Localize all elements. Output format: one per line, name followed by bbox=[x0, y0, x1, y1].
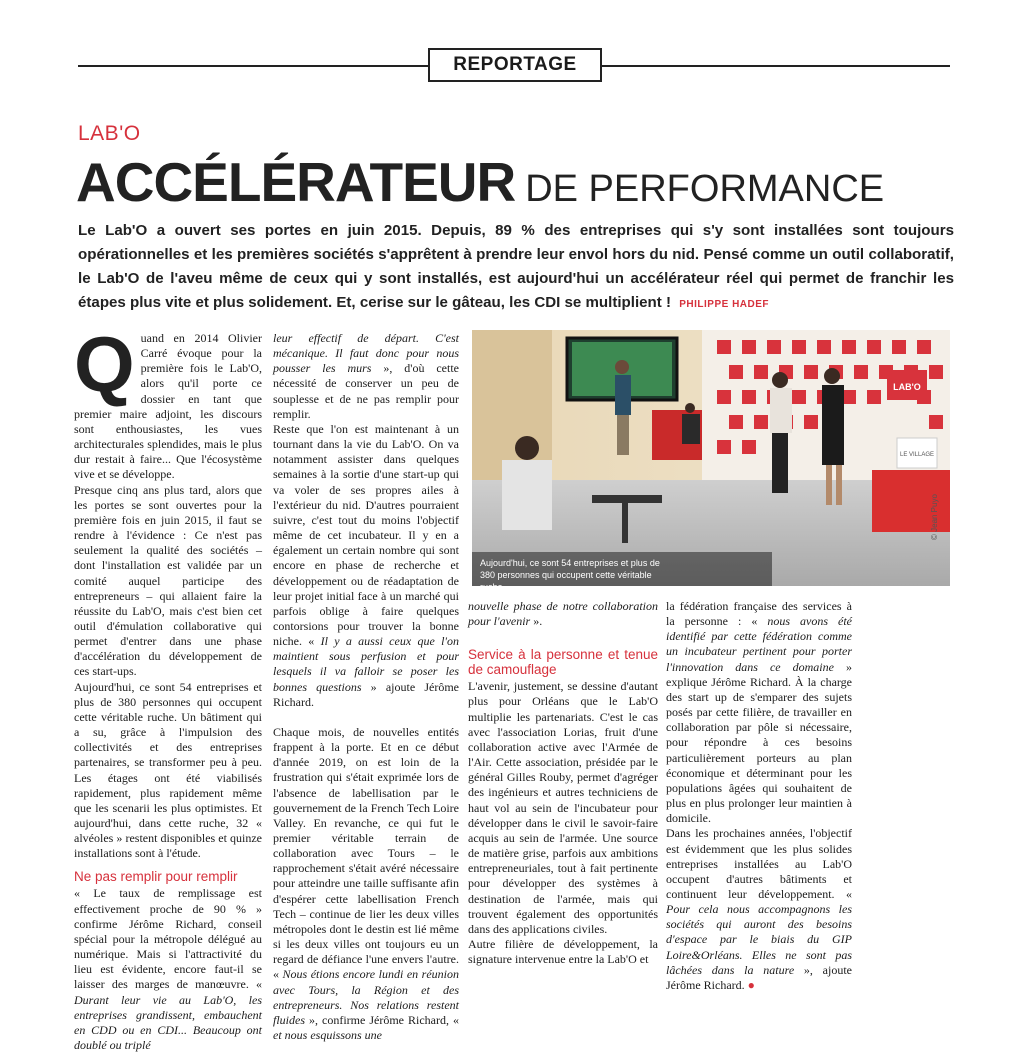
paragraph-text: », d'où cette nécessité de conserver un peu de souplesse et de ne pas remplir pour remplir. bbox=[273, 361, 460, 421]
quote-text: nous avons été identifié par cette fédération comme un incubateur pertinent pour porter l'innovation dans ce domaine bbox=[666, 614, 853, 674]
coworking-space-photo bbox=[472, 330, 950, 586]
paragraph-text: Chaque mois, de nouvelles entités frappent à la porte. Et en ce début d'année 2019, on est loin de la frustration qui s'était exprimée lors de l'absence de labellisation par le gouvernement de la French Tech Loire Valley. En revanche, ce qui fut le premier véritable terrain de collaboration avec Tours – le rapprochement s'était avéré nécessaire pour atteindre une taille suffisante afin d'espérer cette labellisation French Tech – continue de lier les deux villes métropoles dont le destin est lié même si les deux villes ont toujours eu un regard de défiance l'une envers l'autre. « bbox=[273, 724, 459, 982]
paragraph-text: uand en 2014 Olivier Carré évoque pour la première fois le Lab'O, alors qu'il porte ce dossier en tant que premier maire adjoint, les discours sont enthousiastes, les vues architecturales splendides, mais le plus dur restait à faire... Que l'écosystème vive et se développe. bbox=[74, 331, 262, 482]
paragraph-text: « Le taux de remplissage est effectivement proche de 90 % » confirme Jérôme Richard, conseil spécial pour la métropole délégué au numérique. Mais si l'attractivité du lieu est évidente, encore faut-il se laisser des marges de manœuvre. « bbox=[74, 886, 262, 992]
article-column-4 bbox=[666, 599, 852, 993]
paragraph bbox=[273, 725, 459, 1043]
quote-text: et nous esquissons une bbox=[273, 1028, 382, 1043]
quote-text: Durant leur vie au Lab'O, les entreprises grandissent, embauchent en CDD ou en CDI... Beaucoup ont doublé ou triplé bbox=[74, 992, 262, 1053]
article-column-2 bbox=[273, 331, 459, 1043]
paragraph-text: ». bbox=[530, 614, 543, 629]
drop-cap: Q bbox=[74, 320, 135, 408]
paragraph bbox=[666, 599, 852, 826]
lab-o-sign-text: LAB'O bbox=[893, 382, 921, 392]
paragraph bbox=[468, 599, 658, 629]
article-column-3 bbox=[468, 599, 658, 967]
quote-text: Nous étions encore lundi en réunion avec Tours, la Région et des entrepreneurs. Nos relations restent fluides bbox=[273, 967, 460, 1027]
headline bbox=[76, 150, 884, 214]
quote-text: nouvelle phase de notre collaboration pour l'avenir bbox=[468, 599, 658, 629]
kicker: LAB'O bbox=[78, 122, 141, 145]
paragraph bbox=[74, 886, 262, 1053]
header-rule-left bbox=[78, 65, 430, 67]
header-rule-right bbox=[602, 65, 950, 67]
author-byline: PHILIPPE HADEF bbox=[679, 299, 770, 310]
paragraph-text: Dans les prochaines années, l'objectif est évidemment que les plus solides entreprises installées au Lab'O occupent d'autres bâtiments et continuent leur développement. « bbox=[666, 826, 852, 901]
article-photo bbox=[472, 330, 950, 586]
end-mark: ● bbox=[747, 977, 755, 992]
paragraph-text: » explique Jérôme Richard. À la charge des start up de s'emparer des sujets posés par cette filière, de travailler en collaboration par pôle si nécessaire, pour répondre à ces besoins particulièrement porteurs au plan économique et déterminant pour les populations âgées qui souhaitent de plus en plus prolonger leur maintien à domicile. bbox=[666, 659, 852, 826]
paragraph: Aujourd'hui, ce sont 54 entreprises et plus de 380 personnes qui occupent cette véritable ruche. Un bâtiment qui a su, grâce à l'impulsion des collectivités et des entreprises partenaires, se transformer peu à peu. Les étages ont été viabilisés rapidement, plus rapidement même que les scenarii les plus optimistes. Et aujourd'hui, dans cette ruche, 32 « alvéoles » restent disponibles et quinze installations sont à l'étude. bbox=[74, 679, 262, 861]
photo-caption: Aujourd'hui, ce sont 54 entreprises et plus de 380 personnes qui occupent cette véritable ruche. bbox=[480, 558, 660, 592]
paragraph-text: la fédération française des services à la personne : « bbox=[666, 599, 852, 629]
quote-text: Il y a aussi ceux que l'on maintient sous perfusion et pour lesquels il va falloir se poser les bonnes questions bbox=[273, 634, 459, 694]
table bbox=[592, 495, 662, 503]
subheading: Ne pas remplir pour remplir bbox=[74, 869, 238, 885]
photo-credit: © Jean Puyo bbox=[930, 494, 939, 540]
article-column-1 bbox=[74, 320, 262, 1053]
paragraph: Presque cinq ans plus tard, alors que les portes se sont ouvertes pour la première fois en juin 2015, il faut se rendre à l'évidence : Ce n'est pas seulement la qualité des sociétés – dont l'installation est validée par un comité auquel participe des entrepreneurs – qui allaient faire la réussite du Lab'O, mais c'est bien cet outil d'émulation collaborative qui permet d'entrer dans une phase d'accélération du développement de ces start-ups. bbox=[74, 482, 262, 679]
paragraph: Autre filière de développement, la signature intervenue entre la Lab'O et bbox=[468, 936, 658, 967]
section-badge: REPORTAGE bbox=[428, 48, 602, 82]
paragraph bbox=[273, 331, 459, 422]
village-sign-text: LE VILLAGE bbox=[899, 452, 935, 458]
quote-text: leur effectif de départ. C'est mécanique. Il faut donc pour nous pousser les murs bbox=[273, 331, 459, 376]
paragraph bbox=[273, 422, 459, 710]
headline-rest: DE PERFORMANCE bbox=[525, 168, 885, 210]
lead-text: Le Lab'O a ouvert ses portes en juin 2015. Depuis, 89 % des entreprises qui s'y sont installées sont toujours opérationnelles et les premières sociétés s'apprêtent à prendre leur envol hors du nid. Pensé comme un outil collaboratif, le Lab'O de l'aveu même de ceux qui y sont installés, est aujourd'hui un accélérateur réel qui permet de franchir les étapes plus vite et plus solidement. Et, cerise sur le gâteau, les CDI se multiplient ! bbox=[78, 222, 954, 311]
paragraph-text: », ajoute Jérôme Richard. bbox=[666, 962, 852, 992]
headline-main: ACCÉLÉRATEUR bbox=[76, 151, 516, 213]
paragraph-text: » ajoute Jérôme Richard. bbox=[273, 679, 459, 709]
paragraph bbox=[666, 826, 852, 993]
quote-text: Pour cela nous accompagnons les sociétés qui auront des besoins d'espace par le biais du GIP Loire&Orléans. Elles ne sont pas lâchées dans la nature bbox=[666, 902, 852, 977]
lead-paragraph bbox=[78, 219, 954, 317]
paragraph-text: », confirme Jérôme Richard, « bbox=[305, 1012, 459, 1027]
subheading: Service à la personne et tenue de camouflage bbox=[468, 647, 658, 678]
paragraph-text: Reste que l'on est maintenant à un tournant dans la vie du Lab'O. On va notamment assister dans quelques semaines à la sortie d'une start-up qui va voler de ses propres ailes à l'extérieur du nid. D'autres pourraient suivre, c'est tout du moins l'objectif même de cet incubateur. Il y en a également un certain nombre qui sont encore en phase de recherche et développement ou de réadaptation de leur projet initial face à un marché qui parfois oblige à faire quelques contorsions pour trouver la bonne niche. « bbox=[273, 421, 459, 649]
paragraph: L'avenir, justement, se dessine d'autant plus pour Orléans que le Lab'O multiplie les partenariats. C'est le cas avec l'association Lorias, fruit d'une collaboration active avec l'Armée de l'Air. Cette association, présidée par le général Gilles Rouby, permet d'agréger des ingénieurs et autres techniciens de haut vol au sein de l'incubateur pour développer dans le civil le savoir-faire acquis au sein de l'armée. Une source de matière grise, parfois aux ambitions entrepreneuriales, tout à fait pertinente pour développer des systèmes à destination de l'armée, mais qui trouvent également des opportunités dans des applications civiles. bbox=[468, 679, 658, 936]
paragraph bbox=[74, 320, 262, 483]
